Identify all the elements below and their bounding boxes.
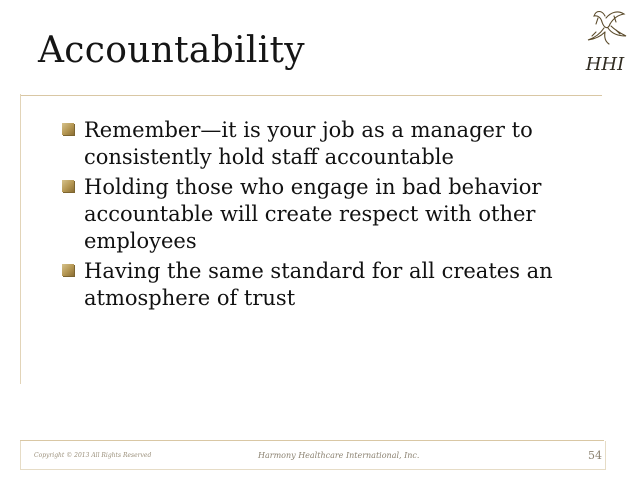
left-border — [20, 94, 21, 384]
title-divider — [20, 95, 602, 96]
bullet-item — [62, 117, 602, 171]
footer-copyright: Copyright © 2013 All Rights Reserved — [34, 452, 152, 459]
bullet-text: Having the same standard for all creates an atmosphere of trust — [84, 259, 553, 310]
footer-company: Harmony Healthcare International, Inc. — [258, 451, 420, 460]
bullet-text: Remember—it is your job as a manager to consistently hold staff accountable — [84, 118, 533, 169]
page-number: 54 — [588, 449, 602, 462]
square-bullet-icon — [62, 264, 74, 276]
bullet-text: Holding those who engage in bad behavior accountable will create respect with other employees — [84, 175, 542, 253]
bullet-item — [62, 258, 602, 312]
dove-logo-icon — [578, 6, 632, 88]
square-bullet-icon — [62, 180, 74, 192]
bullet-item — [62, 174, 602, 255]
slide-title: Accountability — [38, 30, 305, 71]
bullet-list — [62, 117, 602, 315]
logo-lettering: HHI — [585, 54, 625, 75]
square-bullet-icon — [62, 123, 74, 135]
